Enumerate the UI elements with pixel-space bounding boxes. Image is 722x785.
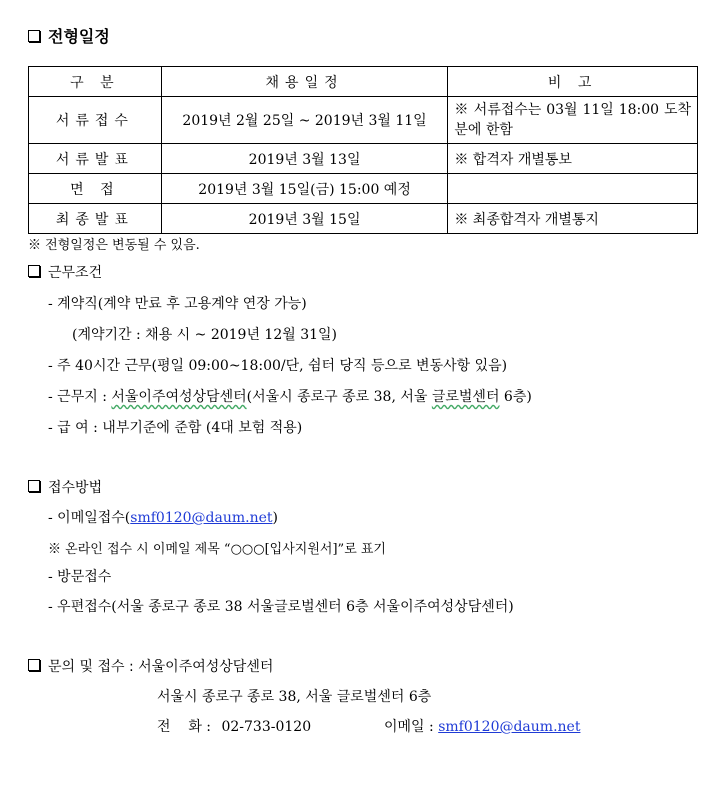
contact-email-link[interactable]: smf0120@daum.net xyxy=(438,719,581,735)
row-note: ※ 서류접수는 03월 11일 18:00 도착분에 한함 xyxy=(448,97,698,144)
contact-email-line xyxy=(384,716,580,736)
contact-address: 서울시 종로구 종로 38, 서울 글로벌센터 6층 xyxy=(157,689,432,705)
header-remarks: 비 고 xyxy=(448,67,698,97)
table-header-row xyxy=(29,67,698,97)
checkbox-square-icon xyxy=(28,659,40,671)
checkbox-square-icon xyxy=(28,480,40,492)
row-label: 서류접수 xyxy=(29,97,162,144)
row-note: ※ 최종합격자 개별통지 xyxy=(448,204,698,234)
row-date: 2019년 2월 25일 ~ 2019년 3월 11일 xyxy=(161,97,448,144)
apply-heading: 접수방법 xyxy=(28,477,102,497)
table-row xyxy=(29,204,698,234)
row-note: ※ 합격자 개별통보 xyxy=(448,144,698,174)
row-note xyxy=(448,174,698,204)
apply-email-link[interactable]: smf0120@daum.net xyxy=(130,510,273,526)
header-category: 구 분 xyxy=(29,67,162,97)
condition-workplace: - 근무지 : 서울이주여성상담센터(서울시 종로구 종로 38, 서울 글로벌센터 6층) xyxy=(48,389,532,405)
contact-phone-label: 전 화 : xyxy=(157,719,212,735)
contact-email-label: 이메일 : xyxy=(384,719,434,735)
condition-contract: - 계약직(계약 만료 후 고용계약 연장 가능) xyxy=(48,296,307,312)
condition-salary: - 급 여 : 내부기준에 준함 (4대 보험 적용) xyxy=(48,420,303,436)
table-row xyxy=(29,97,698,144)
row-label: 최종발표 xyxy=(29,204,162,234)
row-label: 서류발표 xyxy=(29,144,162,174)
checkbox-square-icon xyxy=(28,30,40,42)
contact-phone: 02-733-0120 xyxy=(221,719,312,735)
apply-email: - 이메일접수(smf0120@daum.net) xyxy=(48,510,278,526)
apply-visit: - 방문접수 xyxy=(48,569,112,585)
apply-mail: - 우편접수(서울 종로구 종로 38 서울글로벌센터 6층 서울이주여성상담센터) xyxy=(48,599,514,615)
workplace-name: 서울이주여성상담센터 xyxy=(111,389,247,405)
condition-contract-period: (계약기간 : 채용 시 ~ 2019년 12월 31일) xyxy=(72,327,338,343)
row-date: 2019년 3월 15일 xyxy=(161,204,448,234)
table-row xyxy=(29,174,698,204)
header-schedule: 채용일정 xyxy=(161,67,448,97)
contact-phone-line xyxy=(157,716,311,736)
table-row xyxy=(29,144,698,174)
workplace-building: 글로벌센터 xyxy=(431,389,500,405)
condition-hours: - 주 40시간 근무(평일 09:00~18:00/단, 쉼터 당직 등으로 변동사항 있음) xyxy=(48,358,508,374)
apply-email-note: ※ 온라인 접수 시 이메일 제목 “○○○[입사지원서]”로 표기 xyxy=(48,542,386,557)
row-label: 면 접 xyxy=(29,174,162,204)
schedule-table xyxy=(28,66,698,234)
schedule-footnote: ※ 전형일정은 변동될 수 있음. xyxy=(28,238,200,253)
row-date: 2019년 3월 15일(금) 15:00 예정 xyxy=(161,174,448,204)
conditions-heading: 근무조건 xyxy=(28,262,102,282)
row-date: 2019년 3월 13일 xyxy=(161,144,448,174)
checkbox-square-icon xyxy=(28,265,40,277)
contact-heading: 문의 및 접수 : 서울이주여성상담센터 xyxy=(28,656,273,676)
schedule-heading: 전형일정 xyxy=(28,24,110,47)
